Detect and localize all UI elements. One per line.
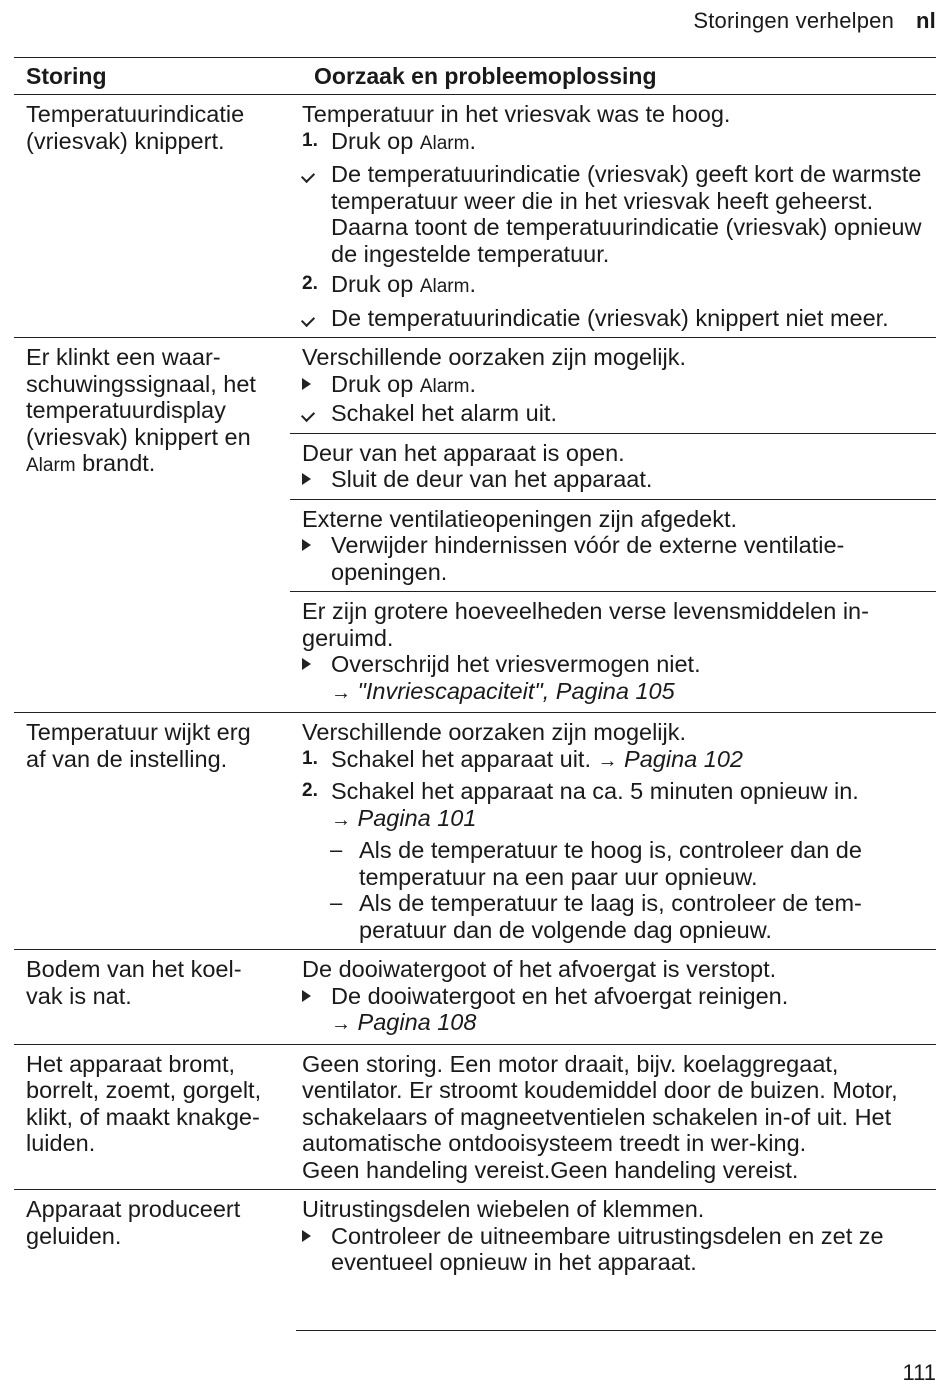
cause-block: [290, 950, 936, 1044]
solution-cell: [278, 713, 936, 949]
language-tag: nl: [916, 8, 936, 33]
table-row: [14, 1190, 936, 1282]
alarm-key-label: Alarm: [26, 455, 76, 476]
cause-block: [290, 591, 936, 712]
step-item: 2. Druk op Alarm.: [302, 271, 476, 297]
step-item: 1. Druk op Alarm.: [302, 127, 476, 154]
arrow-right-icon: →: [331, 808, 351, 831]
action-item: Verwijder hindernissen vóór de externe ventilatie-openingen.: [302, 532, 936, 585]
solution-cell: [278, 338, 936, 712]
fault-cell: Er klinkt een waar-schuwingssignaal, het temperatuurdisplay (vriesvak) knippert en Alarm brandt.: [26, 344, 256, 476]
cause-text: Uitrustingsdelen wiebelen of klemmen.: [302, 1196, 705, 1222]
alarm-key-label: Alarm: [419, 276, 470, 297]
step-number: 1.: [302, 747, 318, 769]
step-number: 2.: [302, 273, 318, 294]
action-item: De dooiwatergoot en het afvoergat reinigen. → Pagina 108: [302, 983, 936, 1038]
step-item: 1. Schakel het apparaat uit. → Pagina 102: [302, 745, 743, 772]
cause-block: [290, 499, 936, 592]
cause-text: Externe ventilatieopeningen zijn afgedekt.: [302, 505, 738, 532]
solution-cell: [278, 950, 936, 1044]
cause-text: Verschillende oorzaken zijn mogelijk.: [302, 344, 687, 370]
step-item: 2. Schakel het apparaat na ca. 5 minuten opnieuw in. → Pagina 101: [302, 778, 859, 831]
result-item: De temperatuurindicatie (vriesvak) knippert niet meer.: [302, 305, 936, 332]
cause-block: [290, 713, 936, 949]
reference-link[interactable]: "Invriescapaciteit", Pagina 105: [351, 677, 675, 704]
reference-link[interactable]: Pagina 108: [351, 1009, 477, 1035]
action-item: Druk op Alarm.: [302, 371, 936, 401]
fault-cell: Temperatuur wijkt erg af van de instelling.: [26, 719, 251, 772]
solution-cell: [278, 1190, 936, 1282]
action-item: Controleer de uitneembare uitrustingsdelen en zet ze eventueel opnieuw in het apparaat.: [302, 1223, 936, 1276]
cause-text: Temperatuur in het vriesvak was te hoog.: [302, 101, 731, 127]
check-icon: [302, 161, 328, 188]
table-row: [14, 713, 936, 950]
dash-bullet: –: [330, 837, 343, 862]
cause-block: [290, 95, 936, 337]
check-icon: [302, 305, 328, 332]
cause-block: [290, 338, 936, 433]
table-header: [14, 58, 936, 95]
alarm-key-label: Alarm: [419, 375, 470, 397]
note-text: Geen handeling vereist.Geen handeling vereist.: [302, 1156, 799, 1183]
fault-cell: Bodem van het koel-vak is nat.: [26, 956, 242, 1009]
table-end-rule: [296, 1330, 936, 1331]
triangle-bullet-icon: [302, 983, 328, 1010]
cause-text: Verschillende oorzaken zijn mogelijk.: [302, 719, 687, 745]
fault-cell: Temperatuurindicatie (vriesvak) knippert.: [26, 101, 245, 154]
alarm-key-label: Alarm: [419, 132, 470, 154]
triangle-bullet-icon: [302, 466, 328, 493]
arrow-right-icon: →: [331, 681, 351, 704]
table-row: [14, 338, 936, 713]
result-item: De temperatuurindicatie (vriesvak) geeft kort de warmste temperatuur weer die in het vriesvak heeft geheerst. Daarna toont de temperatuurindicatie (vriesvak) opnieuw de ingestelde temperatuur.: [302, 161, 936, 267]
page-number: 111: [902, 1360, 936, 1385]
result-item: Schakel het alarm uit.: [302, 400, 936, 427]
reference-link[interactable]: Pagina 101: [351, 804, 477, 831]
sub-item: – Als de temperatuur te hoog is, controleer dan de temperatuur na een paar uur opnieuw.: [330, 837, 862, 890]
action-item: Overschrijd het vriesvermogen niet.: [302, 651, 936, 678]
col-header-fault: Storing: [26, 62, 107, 89]
solution-cell: [278, 95, 936, 337]
cause-block: [290, 433, 936, 499]
cause-text: Deur van het apparaat is open.: [302, 439, 625, 466]
arrow-right-icon: →: [331, 1013, 351, 1035]
reference-link[interactable]: Pagina 102: [617, 745, 743, 772]
fault-cell: Apparaat produceert geluiden.: [26, 1196, 241, 1249]
cause-block: [290, 1190, 936, 1282]
step-number: 1.: [302, 129, 318, 151]
triangle-bullet-icon: [302, 371, 328, 398]
arrow-right-icon: →: [597, 749, 618, 772]
table-row: [14, 95, 936, 338]
step-number: 2.: [302, 780, 318, 801]
cause-block: [290, 1045, 936, 1190]
page-reference[interactable]: [302, 678, 936, 707]
triangle-bullet-icon: [302, 651, 328, 678]
dash-bullet: –: [330, 890, 343, 915]
triangle-bullet-icon: [302, 532, 328, 559]
cause-text: Er zijn grotere hoeveelheden verse levensmiddelen in-geruimd.: [302, 598, 869, 651]
troubleshooting-table: [14, 58, 936, 1282]
section-title: Storingen verhelpen: [693, 8, 895, 33]
fault-cell: Het apparaat bromt, borrelt, zoemt, gorgelt, klikt, of maakt knakge-luiden.: [26, 1050, 262, 1156]
cause-text: De dooiwatergoot of het afvoergat is verstopt.: [302, 956, 777, 982]
table-row: [14, 950, 936, 1045]
sub-item: – Als de temperatuur te laag is, controleer de tem-peratuur dan de volgende dag opnieuw.: [330, 890, 862, 943]
col-header-solution: Oorzaak en probleemoplossing: [314, 62, 657, 89]
action-item: Sluit de deur van het apparaat.: [302, 466, 936, 493]
triangle-bullet-icon: [302, 1223, 328, 1250]
running-header: [693, 8, 936, 34]
solution-cell: [278, 1045, 936, 1190]
cause-text: Geen storing. Een motor draait, bijv. koelaggregaat, ventilator. Er stroomt koudemiddel door de buizen. Motor, schakelaars of magneetventielen schakelen in-of uit. Het automatische ontdooisysteem treedt in wer-king.: [302, 1050, 898, 1156]
table-row: [14, 1045, 936, 1191]
check-icon: [302, 400, 328, 427]
